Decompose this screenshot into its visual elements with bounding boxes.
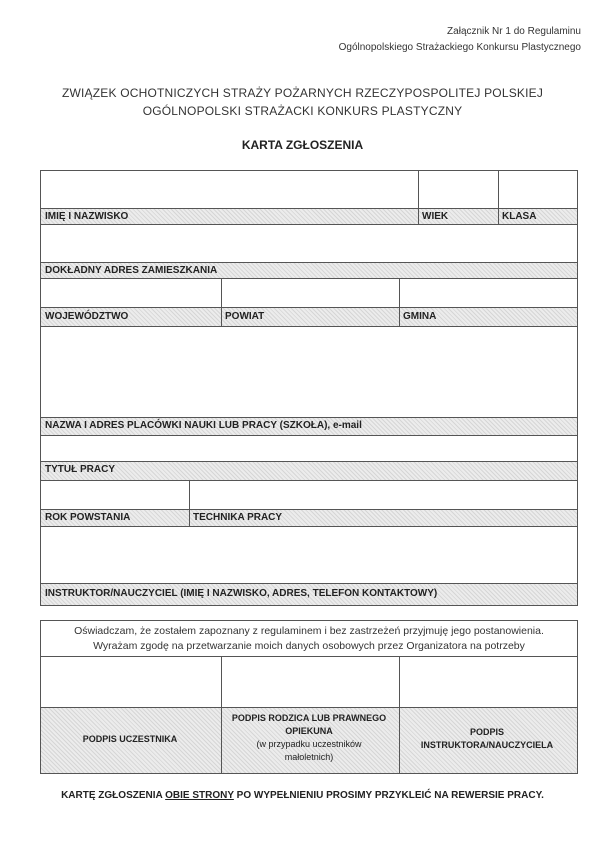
year-label: ROK POWSTANIA [45, 512, 131, 523]
voivodeship-input-area[interactable] [41, 279, 221, 307]
instructor-signature-line-1: PODPIS [469, 727, 504, 737]
voivodeship-label: WOJEWÓDZTWO [45, 311, 129, 322]
footer-part-1: KARTĘ ZGŁOSZENIA [61, 790, 166, 801]
technique-input-area[interactable] [189, 481, 577, 509]
instructor-label: INSTRUKTOR/NAUCZYCIEL (IMIĘ I NAZWISKO, ADRES, TELEFON KONTAKTOWY) [45, 588, 438, 599]
annex-line-1: Załącznik Nr 1 do Regulaminu [447, 26, 581, 37]
guardian-signature-line-1: PODPIS RODZICA LUB PRAWNEGO [231, 713, 387, 723]
county-input-area[interactable] [221, 279, 399, 307]
school-label: NAZWA I ADRES PLACÓWKI NAUKI LUB PRACY (SZKOŁA), e-mail [45, 420, 362, 431]
school-input-area[interactable] [41, 327, 577, 417]
guardian-signature-line-2: OPIEKUNA [285, 726, 333, 736]
guardian-signature-label [220, 712, 398, 764]
commune-input-area[interactable] [399, 279, 577, 307]
organization-name: ZWIĄZEK OCHOTNICZYCH STRAŻY POŻARNYCH RZECZYPOSPOLITEJ POLSKIEJ [61, 86, 544, 100]
declaration-line-1: Oświadczam, że zostałem zapoznany z regulaminem i bez zastrzeżeń przyjmuję jego postanowienia. [74, 625, 544, 637]
guardian-note-line-2: małoletnich) [284, 752, 334, 762]
instructor-input-area[interactable] [41, 527, 577, 583]
guardian-signature-area[interactable] [221, 657, 399, 707]
entry-form-table [40, 170, 578, 606]
footer-emphasis: OBIE STRONY [165, 790, 234, 801]
work-title-label: TYTUŁ PRACY [45, 464, 115, 475]
participant-signature-area[interactable] [41, 657, 221, 707]
technique-label: TECHNIKA PRACY [193, 512, 283, 523]
declaration-text [40, 624, 578, 654]
form-title: KARTA ZGŁOSZENIA [241, 138, 364, 152]
guardian-note-line-1: (w przypadku uczestników [256, 739, 362, 749]
address-input-area[interactable] [41, 225, 577, 262]
name-input-area[interactable] [41, 171, 418, 208]
footer-part-2: PO WYPEŁNIENIU PROSIMY PRZYKLEIĆ NA REWERSIE PRACY. [233, 790, 544, 801]
organization-header [0, 84, 605, 120]
county-label: POWIAT [225, 311, 265, 322]
declaration-line-2: Wyrażam zgodę na przetwarzanie moich danych osobowych przez Organizatora na potrzeby [93, 640, 525, 652]
work-title-input-area[interactable] [41, 436, 577, 461]
annex-line-2: Ogólnopolskiego Strażackiego Konkursu Plastycznego [338, 42, 581, 53]
work-title-label-band [41, 461, 577, 481]
address-label: DOKŁADNY ADRES ZAMIESZKANIA [45, 265, 218, 276]
class-label: KLASA [502, 211, 537, 222]
instructor-signature-label [398, 726, 576, 752]
instructor-signature-line-2: INSTRUKTORA/NAUCZYCIELA [420, 740, 554, 750]
contest-name: OGÓLNOPOLSKI STRAŻACKI KONKURS PLASTYCZNY [142, 104, 463, 118]
annex-note [339, 24, 581, 56]
footer-instruction [0, 790, 605, 801]
class-input-area[interactable] [498, 171, 578, 208]
instructor-signature-area[interactable] [399, 657, 577, 707]
participant-signature-text: PODPIS UCZESTNIKA [82, 734, 178, 744]
age-label: WIEK [422, 211, 449, 222]
year-input-area[interactable] [41, 481, 189, 509]
age-input-area[interactable] [418, 171, 498, 208]
participant-signature-label [40, 733, 220, 746]
commune-label: GMINA [403, 311, 437, 322]
name-label: IMIĘ I NAZWISKO [45, 211, 129, 222]
